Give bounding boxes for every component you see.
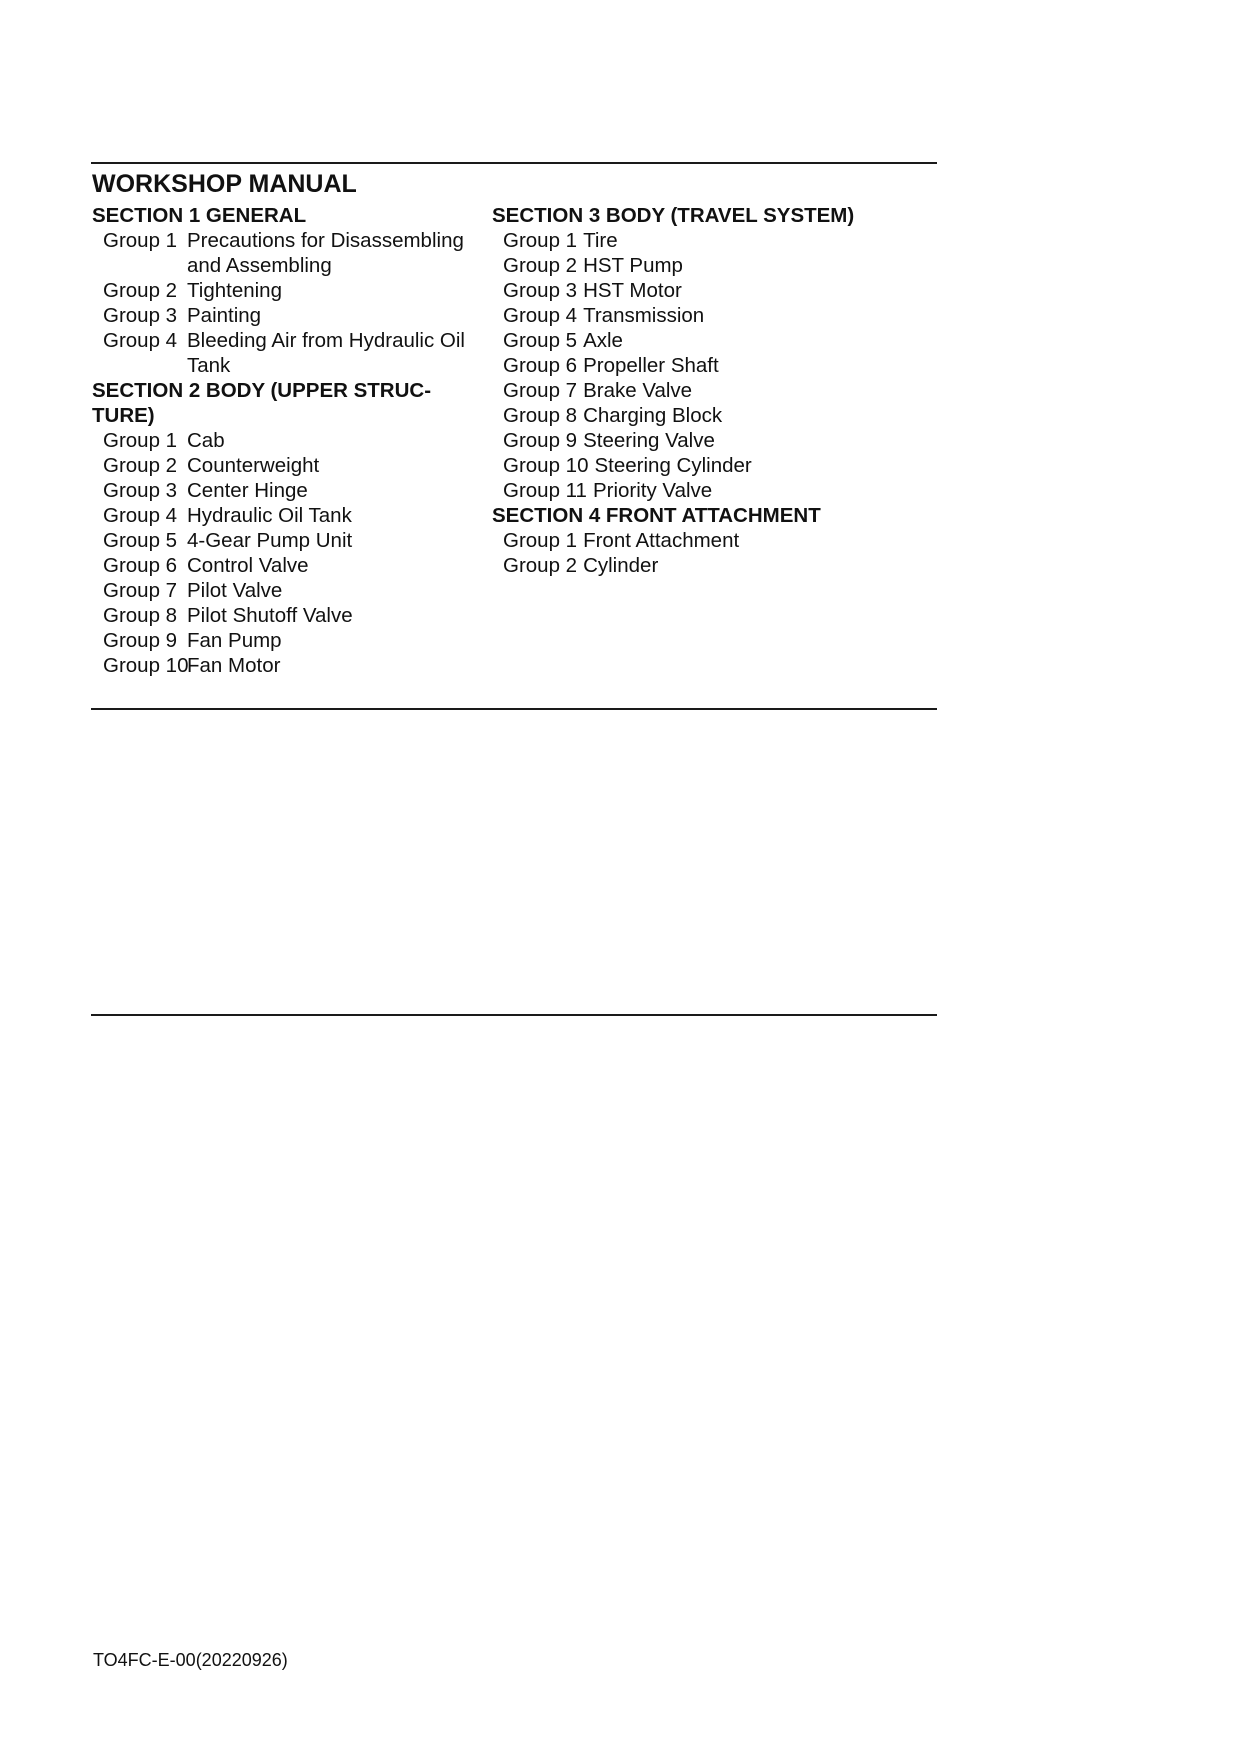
group-name: Priority Valve bbox=[592, 479, 713, 502]
section-divider bbox=[91, 708, 937, 710]
group-number: Group 1 bbox=[103, 429, 178, 452]
toc-entry[interactable] bbox=[92, 303, 492, 328]
toc-entry[interactable] bbox=[492, 453, 937, 478]
group-number: Group 10 bbox=[503, 454, 589, 477]
group-number: Group 2 bbox=[103, 454, 178, 477]
bottom-divider bbox=[91, 1014, 937, 1016]
group-name: Charging Block bbox=[583, 404, 723, 427]
group-number: Group 10 bbox=[103, 654, 189, 677]
group-name: HST Pump bbox=[583, 254, 683, 277]
group-name: Tightening bbox=[187, 279, 282, 302]
group-name: Hydraulic Oil Tank bbox=[187, 504, 352, 527]
manual-title: WORKSHOP MANUAL bbox=[92, 170, 357, 198]
group-number: Group 3 bbox=[103, 479, 178, 502]
toc-entry[interactable] bbox=[92, 328, 492, 378]
toc-entry[interactable] bbox=[492, 328, 937, 353]
group-number: Group 4 bbox=[503, 304, 578, 327]
toc-entry[interactable] bbox=[92, 453, 492, 478]
toc-entry[interactable] bbox=[92, 553, 492, 578]
group-name: Steering Cylinder bbox=[594, 454, 752, 477]
group-name: Cab bbox=[187, 429, 225, 452]
toc-entry[interactable] bbox=[92, 503, 492, 528]
group-number: Group 3 bbox=[103, 304, 178, 327]
group-number: Group 2 bbox=[503, 254, 578, 277]
toc-entry[interactable] bbox=[492, 403, 937, 428]
toc-entry[interactable] bbox=[92, 428, 492, 453]
group-number: Group 2 bbox=[103, 279, 178, 302]
toc-entry[interactable] bbox=[492, 378, 937, 403]
group-number: Group 4 bbox=[103, 329, 178, 352]
group-number: Group 6 bbox=[103, 554, 178, 577]
toc-entry[interactable] bbox=[92, 228, 492, 278]
toc-entry[interactable] bbox=[92, 478, 492, 503]
group-number: Group 1 bbox=[103, 229, 178, 252]
toc-entry[interactable] bbox=[492, 228, 937, 253]
group-number: Group 11 bbox=[503, 479, 587, 502]
toc-right-column bbox=[492, 203, 937, 578]
toc-entry[interactable] bbox=[492, 253, 937, 278]
group-number: Group 3 bbox=[503, 279, 578, 302]
group-number: Group 9 bbox=[103, 629, 178, 652]
group-number: Group 1 bbox=[503, 529, 578, 552]
group-name: Painting bbox=[187, 304, 262, 327]
toc-entry[interactable] bbox=[492, 303, 937, 328]
toc-entry[interactable] bbox=[492, 478, 937, 503]
document-code: TO4FC-E-00(20220926) bbox=[93, 1650, 288, 1670]
group-name: Steering Valve bbox=[583, 429, 715, 452]
group-number: Group 6 bbox=[503, 354, 578, 377]
group-number: Group 9 bbox=[503, 429, 578, 452]
top-divider bbox=[91, 162, 937, 164]
group-name: Front Attachment bbox=[583, 529, 740, 552]
section-title: SECTION 3 BODY (TRAVEL SYSTEM) bbox=[492, 204, 855, 227]
group-number: Group 8 bbox=[503, 404, 578, 427]
toc-entry[interactable] bbox=[92, 528, 492, 553]
toc-entry[interactable] bbox=[92, 278, 492, 303]
group-name: 4-Gear Pump Unit bbox=[187, 529, 353, 552]
toc-entry[interactable] bbox=[492, 553, 937, 578]
group-number: Group 7 bbox=[503, 379, 578, 402]
toc-entry[interactable] bbox=[492, 528, 937, 553]
toc-entry[interactable] bbox=[92, 653, 492, 678]
group-number: Group 5 bbox=[503, 329, 578, 352]
section-title: SECTION 2 BODY (UPPER STRUC-TURE) bbox=[92, 379, 432, 427]
toc-entry[interactable] bbox=[92, 603, 492, 628]
group-name: Fan Motor bbox=[187, 654, 281, 677]
group-name: Counterweight bbox=[187, 454, 320, 477]
group-name: Pilot Valve bbox=[187, 579, 283, 602]
group-name: Pilot Shutoff Valve bbox=[187, 604, 353, 627]
toc-entry[interactable] bbox=[492, 428, 937, 453]
toc-entry[interactable] bbox=[92, 578, 492, 603]
toc-left-column bbox=[92, 203, 492, 678]
group-name: Bleeding Air from Hydraulic Oil Tank bbox=[187, 329, 465, 377]
toc-entry[interactable] bbox=[492, 353, 937, 378]
group-name: Brake Valve bbox=[583, 379, 693, 402]
group-name: Axle bbox=[583, 329, 623, 352]
toc-entry[interactable] bbox=[492, 278, 937, 303]
group-name: Tire bbox=[583, 229, 618, 252]
group-name: Cylinder bbox=[583, 554, 659, 577]
group-number: Group 8 bbox=[103, 604, 178, 627]
group-name: Control Valve bbox=[187, 554, 309, 577]
toc-entry[interactable] bbox=[92, 628, 492, 653]
group-number: Group 5 bbox=[103, 529, 178, 552]
group-name: Fan Pump bbox=[187, 629, 282, 652]
group-name: Propeller Shaft bbox=[583, 354, 719, 377]
group-number: Group 1 bbox=[503, 229, 578, 252]
group-number: Group 7 bbox=[103, 579, 178, 602]
group-number: Group 4 bbox=[103, 504, 178, 527]
section-title: SECTION 1 GENERAL bbox=[92, 204, 307, 227]
section-title: SECTION 4 FRONT ATTACHMENT bbox=[492, 504, 821, 527]
group-name: Center Hinge bbox=[187, 479, 308, 502]
group-name: Precautions for Disassembling and Assembling bbox=[187, 229, 464, 277]
group-number: Group 2 bbox=[503, 554, 578, 577]
group-name: Transmission bbox=[583, 304, 705, 327]
group-name: HST Motor bbox=[583, 279, 682, 302]
